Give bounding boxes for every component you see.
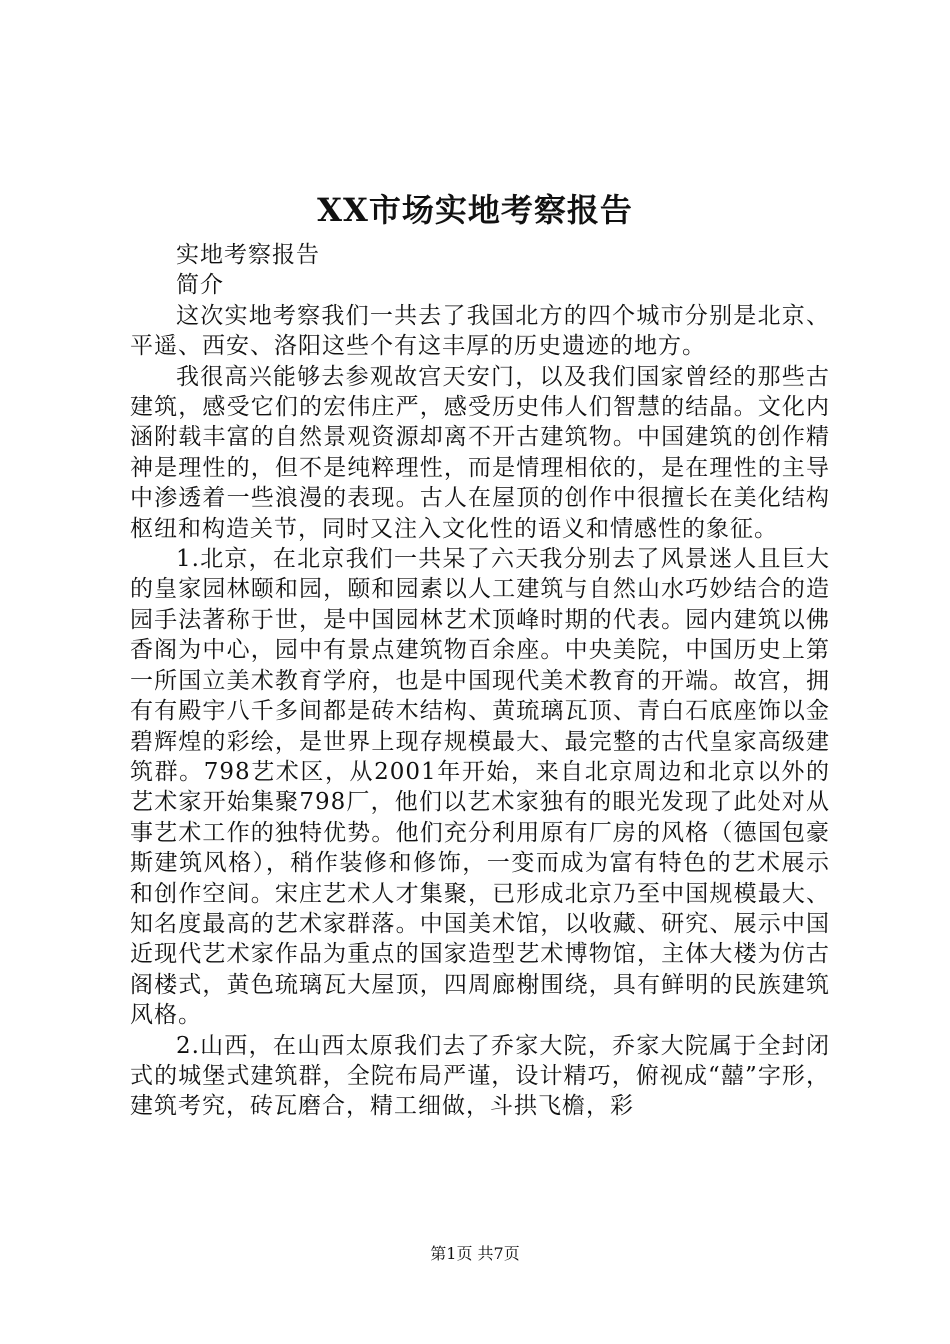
paragraph-heading: 实地考察报告 bbox=[176, 242, 320, 268]
page-number: 第1页 共7页 bbox=[430, 1244, 520, 1263]
paragraph-shanxi: 2.山西，在山西太原我们去了乔家大院，乔家大院属于全封闭式的城堡式建筑群，全院布局严谨，设计精巧，俯视成“囍”字形，建筑考究，砖瓦磨合，精工细做，斗拱飞檐，彩 bbox=[130, 1032, 830, 1120]
paragraph-impressions: 我很高兴能够去参观故宫天安门，以及我们国家曾经的那些古建筑，感受它们的宏伟庄严，感受历史伟人们智慧的结晶。文化内涵附载丰富的自然景观资源却离不开古建筑物。中国建筑的创作精神是理性的，但不是纯粹理性，而是情理相依的，是在理性的主导中渗透着一些浪漫的表现。古人在屋顶的创作中很擅长在美化结构枢纽和构造关节，同时又注入文化性的语义和情感性的象征。 bbox=[130, 363, 830, 542]
paragraph-intro-label: 简介 bbox=[176, 272, 224, 299]
document-title: XX市场实地考察报告 bbox=[317, 191, 633, 229]
document-body bbox=[130, 240, 830, 1122]
paragraph-beijing: 1.北京，在北京我们一共呆了六天我分别去了风景迷人且巨大的皇家园林颐和园，颐和园素以人工建筑与自然山水巧妙结合的造园手法著称于世，是中国园林艺术顶峰时期的代表。园内建筑以佛香阁为中心，园中有景点建筑物百余座。中央美院，中国历史上第一所国立美术教育学府，也是中国现代美术教育的开端。故宫，拥有有殿宇八千多间都是砖木结构、黄琉璃瓦顶、青白石底座饰以金碧辉煌的彩绘，是世界上现存规模最大、最完整的古代皇家高级建筑群。798艺术区，从2001年开始，来自北京周边和北京以外的艺术家开始集聚798厂，他们以艺术家独有的眼光发现了此处对从事艺术工作的独特优势。他们充分利用原有厂房的风格（德国包豪斯建筑风格），稍作装修和修饰，一变而成为富有特色的艺术展示和创作空间。宋庄艺术人才集聚，已形成北京乃至中国规模最大、知名度最高的艺术家群落。中国美术馆，以收藏、研究、展示中国近现代艺术家作品为重点的国家造型艺术博物馆，主体大楼为仿古阁楼式，黄色琉璃瓦大屋顶，四周廊榭围绕，具有鲜明的民族建筑风格。 bbox=[130, 546, 830, 1029]
paragraph-overview: 这次实地考察我们一共去了我国北方的四个城市分别是北京、平遥、西安、洛阳这些个有这丰厚的历史遗迹的地方。 bbox=[130, 302, 830, 360]
